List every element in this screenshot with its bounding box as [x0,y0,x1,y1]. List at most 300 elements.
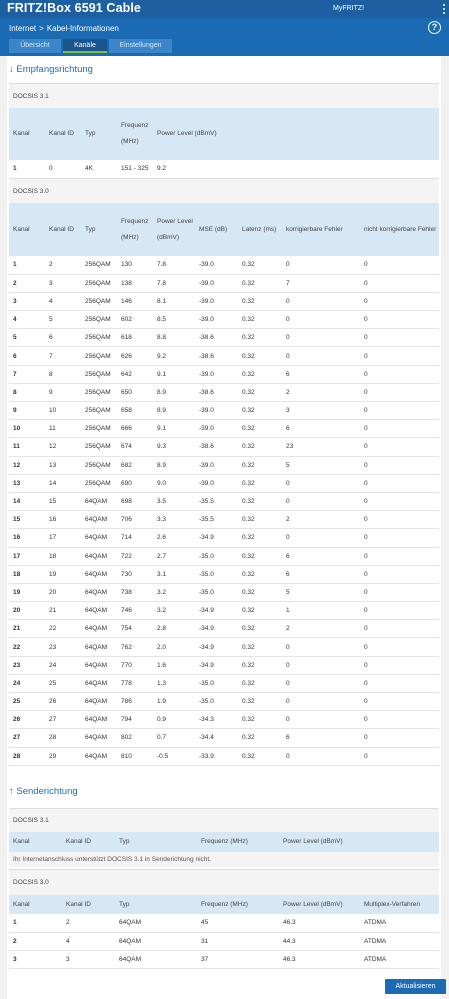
cell: 0.32 [238,420,282,438]
cell: 0 [360,729,439,747]
column-header: Typ [119,838,130,845]
cell: 9.0 [153,474,195,492]
column-header: Kanal ID [49,130,74,137]
cell: 0.32 [238,583,282,601]
cell: 786 [117,693,153,711]
cell: 0.32 [238,474,282,492]
cell: -39.0 [195,420,238,438]
table-row [9,529,439,547]
cell: -34.9 [195,620,238,638]
cell: 13 [45,456,81,474]
cell: 802 [117,729,153,747]
cell: 9.1 [153,365,195,383]
top-bar [0,0,449,18]
column-header: Kanal ID [66,900,91,908]
cell: 5 [45,311,81,329]
cell: 64QAM [81,674,117,692]
cell: 64QAM [81,529,117,547]
cell: -34.9 [195,602,238,620]
table-row [9,747,439,765]
cell: 0.32 [238,365,282,383]
cell: 0.32 [238,456,282,474]
table-row [9,311,439,329]
cell: 27 [45,711,81,729]
cell: 25 [9,693,45,711]
cell: 18 [45,547,81,565]
cell: 2 [282,620,360,638]
cell: 64QAM [81,747,117,765]
cell: 4 [45,292,81,310]
cell: 0.32 [238,602,282,620]
cell: 8.5 [153,311,195,329]
cell: 256QAM [81,438,117,456]
cell: 6 [282,547,360,565]
cell: 0.7 [153,729,195,747]
cell: 10 [45,402,81,420]
cell: 21 [45,602,81,620]
cell: 0 [360,474,439,492]
table-row [9,693,439,711]
cell: 5 [282,456,360,474]
cell: 8.9 [153,456,195,474]
cell: 21 [9,620,45,638]
cell: 762 [117,638,153,656]
cell: 8.1 [153,292,195,310]
cell: 0 [282,638,360,656]
more-menu-icon[interactable] [440,1,448,16]
cell: 3 [9,292,45,310]
cell: -34.9 [195,529,238,547]
cell: 0 [360,347,439,365]
cell: 730 [117,565,153,583]
cell: -35.0 [195,674,238,692]
cell: 0.32 [238,620,282,638]
cell: 0 [360,420,439,438]
cell: 0.32 [238,693,282,711]
column-header: Frequenz (MHz) [121,122,149,145]
column-header: Typ [119,900,130,908]
cell: 256QAM [81,347,117,365]
cell: 64QAM [81,620,117,638]
column-header: korrigierbare Fehler [286,225,343,233]
cell: 6 [282,565,360,583]
cell: 0 [360,383,439,401]
cell: 64QAM [115,914,197,932]
cell: -34.3 [195,711,238,729]
cell: 5 [9,329,45,347]
cell: -34.9 [195,638,238,656]
cell: -34.9 [195,656,238,674]
cell: -39.0 [195,365,238,383]
cell: 256QAM [81,474,117,492]
table-row [9,674,439,692]
cell: 17 [45,529,81,547]
cell: 0 [360,547,439,565]
breadcrumb-internet[interactable]: Internet [9,24,37,33]
table-row [9,256,439,274]
cell: 794 [117,711,153,729]
cell: 0 [282,474,360,492]
cell: 810 [117,747,153,765]
cell: 0.32 [238,402,282,420]
cell: 0.32 [238,383,282,401]
main-content [7,56,441,999]
cell: 0 [282,711,360,729]
cell: 7 [9,365,45,383]
cell: 17 [9,547,45,565]
column-header: Typ [85,225,96,233]
table-row [9,602,439,620]
cell: 754 [117,620,153,638]
cell: 7 [282,274,360,292]
cell: 6 [282,365,360,383]
cell: -39.0 [195,274,238,292]
cell: 0 [360,747,439,765]
tab-kanaele[interactable]: Kanäle [63,39,107,53]
cell: 3 [9,950,62,968]
column-header: Power Level (dBmV) [157,217,193,241]
table-row [9,274,439,292]
cell: 256QAM [81,256,117,274]
cell: 618 [117,329,153,347]
cell: 10 [9,420,45,438]
cell: 9.2 [153,347,195,365]
cell: 0.32 [238,674,282,692]
cell: 0 [360,711,439,729]
column-header: Kanal [13,130,30,137]
navigation-bar [0,18,449,56]
cell: 256QAM [81,383,117,401]
cell: 2 [9,274,45,292]
cell: 0 [360,292,439,310]
cell: -38.6 [195,438,238,456]
cell: 0 [360,565,439,583]
cell: 0.32 [238,529,282,547]
cell: 0 [360,656,439,674]
cell: 674 [117,438,153,456]
cell: 1 [282,602,360,620]
column-header: Frequenz (MHz) [201,900,248,908]
cell: -39.0 [195,256,238,274]
upstream-heading: ↑ Senderichtung [9,786,78,797]
cell: 0.32 [238,438,282,456]
column-header: Latenz (ms) [242,225,277,233]
column-header: Kanal [13,225,30,233]
cell: 9 [9,402,45,420]
column-header: Kanal [13,900,30,908]
cell: 8 [9,383,45,401]
cell: -35.0 [195,565,238,583]
cell: 0 [282,329,360,347]
cell: 256QAM [81,402,117,420]
cell: 26 [45,693,81,711]
cell: 64QAM [81,583,117,601]
cell: 23 [282,438,360,456]
cell: 6 [45,329,81,347]
cell: 3.2 [153,583,195,601]
cell: 2 [45,256,81,274]
table-row [9,329,439,347]
cell: 0.32 [238,656,282,674]
cell: 3 [45,274,81,292]
cell: 778 [117,674,153,692]
cell: 46.3 [279,914,360,932]
cell: 28 [9,747,45,765]
cell: 12 [9,456,45,474]
table-header-row [9,203,439,256]
cell: 0.32 [238,292,282,310]
cell: -35.0 [195,547,238,565]
cell: -39.0 [195,456,238,474]
cell: 130 [117,256,153,274]
cell: 0 [360,365,439,383]
cell: 7.8 [153,274,195,292]
cell: 0.32 [238,511,282,529]
table-row [9,347,439,365]
cell: -35.0 [195,693,238,711]
section-label: DOCSIS 3.0 [9,869,439,895]
table-row [9,402,439,420]
table-row [9,565,439,583]
cell: 138 [117,274,153,292]
cell: 0 [360,638,439,656]
cell: 0.32 [238,256,282,274]
cell: 2.0 [153,638,195,656]
tab-bar [9,39,172,53]
myfritz-link[interactable]: MyFRITZ! [333,4,365,12]
cell: 27 [9,729,45,747]
cell: 2 [282,383,360,401]
cell: 6 [282,420,360,438]
cell: 256QAM [81,420,117,438]
cell: -34.4 [195,729,238,747]
column-header: nicht korrigierbare Fehler [364,225,437,233]
cell: 1.6 [153,656,195,674]
cell: 64QAM [81,656,117,674]
table-row [9,583,439,601]
cell: 22 [9,638,45,656]
cell: 0.32 [238,347,282,365]
cell: 1.3 [153,674,195,692]
cell: 9.3 [153,438,195,456]
column-header: Frequenz (MHz) [121,217,149,241]
column-header: MSE (dB) [199,225,228,233]
table-row [9,420,439,438]
cell: 0 [282,311,360,329]
cell: 0.32 [238,729,282,747]
cell: 4 [9,311,45,329]
refresh-button[interactable]: Aktualisieren [385,979,446,994]
cell: 738 [117,583,153,601]
cell: 650 [117,383,153,401]
cell: -39.0 [195,402,238,420]
column-header: Power Level (dBmV) [157,130,217,137]
cell: -38.6 [195,347,238,365]
cell: 46.3 [279,950,360,968]
cell: 3.1 [153,565,195,583]
downstream-docsis30-table [9,203,439,766]
cell: 64QAM [81,693,117,711]
cell: 0 [282,292,360,310]
cell: 3.2 [153,602,195,620]
table-row [9,547,439,565]
cell: 64QAM [81,492,117,510]
cell: 714 [117,529,153,547]
cell: 3.3 [153,511,195,529]
cell: -0.5 [153,747,195,765]
cell: 2.6 [153,529,195,547]
cell: 12 [45,438,81,456]
cell: 64QAM [115,932,197,950]
cell: 0.32 [238,711,282,729]
cell: 19 [9,583,45,601]
cell: 690 [117,474,153,492]
cell: 45 [197,914,279,932]
cell: 13 [9,474,45,492]
cell: 0.32 [238,638,282,656]
cell: 2 [282,511,360,529]
cell: 8.8 [153,329,195,347]
upstream-docsis30-table [9,895,439,969]
downstream-docsis31 [9,83,439,179]
cell: 9.2 [153,160,439,178]
cell: 0.9 [153,711,195,729]
table-row [9,438,439,456]
cell: 64QAM [115,950,197,968]
table-row [9,620,439,638]
column-header: Power Level (dBmV) [283,900,343,908]
cell: -35.0 [195,583,238,601]
table-row [9,950,439,968]
cell: 2.8 [153,620,195,638]
cell: 0.32 [238,329,282,347]
table-row [9,383,439,401]
cell: -38.6 [195,329,238,347]
cell: 706 [117,511,153,529]
cell: 19 [45,565,81,583]
table-row [9,365,439,383]
cell: 0 [282,529,360,547]
cell: 0 [360,329,439,347]
upstream-docsis31 [9,808,439,867]
cell: 0.32 [238,547,282,565]
cell: 0 [360,492,439,510]
cell: 0 [282,656,360,674]
section-label: DOCSIS 3.1 [9,808,439,832]
cell: 25 [45,674,81,692]
cell: 0 [360,602,439,620]
cell: 4K [81,160,117,178]
cell: ATDMA [360,950,439,968]
cell: 23 [9,656,45,674]
cell: 746 [117,602,153,620]
cell: 31 [197,932,279,950]
cell: 0 [282,347,360,365]
cell: 658 [117,402,153,420]
cell: 1 [9,160,45,178]
cell: 9 [45,383,81,401]
cell: 29 [45,747,81,765]
cell: 0 [282,693,360,711]
cell: 5 [282,583,360,601]
cell: 642 [117,365,153,383]
table-header-row [9,108,439,160]
cell: 3.5 [153,492,195,510]
table-row [9,474,439,492]
table-row [9,456,439,474]
cell: 602 [117,311,153,329]
table-row [9,729,439,747]
table-row [9,511,439,529]
cell: 3 [282,402,360,420]
cell: -39.0 [195,292,238,310]
cell: 9.1 [153,420,195,438]
cell: 0 [360,456,439,474]
cell: 28 [45,729,81,747]
cell: 22 [45,620,81,638]
table-row [9,292,439,310]
table-header-row [9,832,439,852]
cell: 24 [45,656,81,674]
table-row [9,160,439,178]
cell: 256QAM [81,329,117,347]
cell: 11 [9,438,45,456]
cell: 64QAM [81,547,117,565]
tab-uebersicht[interactable]: Übersicht [9,39,61,53]
cell: 0 [360,511,439,529]
tab-einstellungen[interactable]: Einstellungen [109,39,172,53]
cell: 11 [45,420,81,438]
cell: 37 [197,950,279,968]
cell: 15 [45,492,81,510]
column-header: Typ [85,130,96,137]
cell: 0 [360,674,439,692]
column-header: Power Level (dBmV) [283,838,343,845]
cell: 0 [360,620,439,638]
cell: 1.9 [153,693,195,711]
chevron-right-icon: > [39,24,44,33]
cell: 7.8 [153,256,195,274]
cell: 15 [9,511,45,529]
cell: 0.32 [238,492,282,510]
cell: -35.5 [195,492,238,510]
help-icon[interactable]: ? [428,21,441,34]
cell: 3 [62,950,115,968]
section-label: DOCSIS 3.0 [9,178,439,203]
cell: 20 [9,602,45,620]
table-header-row [9,895,439,914]
cell: -33.9 [195,747,238,765]
cell: 0 [360,693,439,711]
cell: 0 [282,747,360,765]
cell: 0 [45,160,81,178]
table-row [9,932,439,950]
cell: 256QAM [81,311,117,329]
docsis31-unsupported-note: Ihr Internetanschluss unterstützt DOCSIS 3.1 in Senderichtung nicht. [9,852,439,867]
cell: 0 [282,256,360,274]
cell: 698 [117,492,153,510]
table-row [9,492,439,510]
cell: 1 [9,256,45,274]
cell: 0 [282,674,360,692]
cell: 0 [282,492,360,510]
column-header: Kanal ID [49,225,74,233]
cell: 0.32 [238,274,282,292]
column-header: Kanal [13,838,30,845]
cell: 8.9 [153,402,195,420]
cell: 6 [9,347,45,365]
cell: 64QAM [81,729,117,747]
